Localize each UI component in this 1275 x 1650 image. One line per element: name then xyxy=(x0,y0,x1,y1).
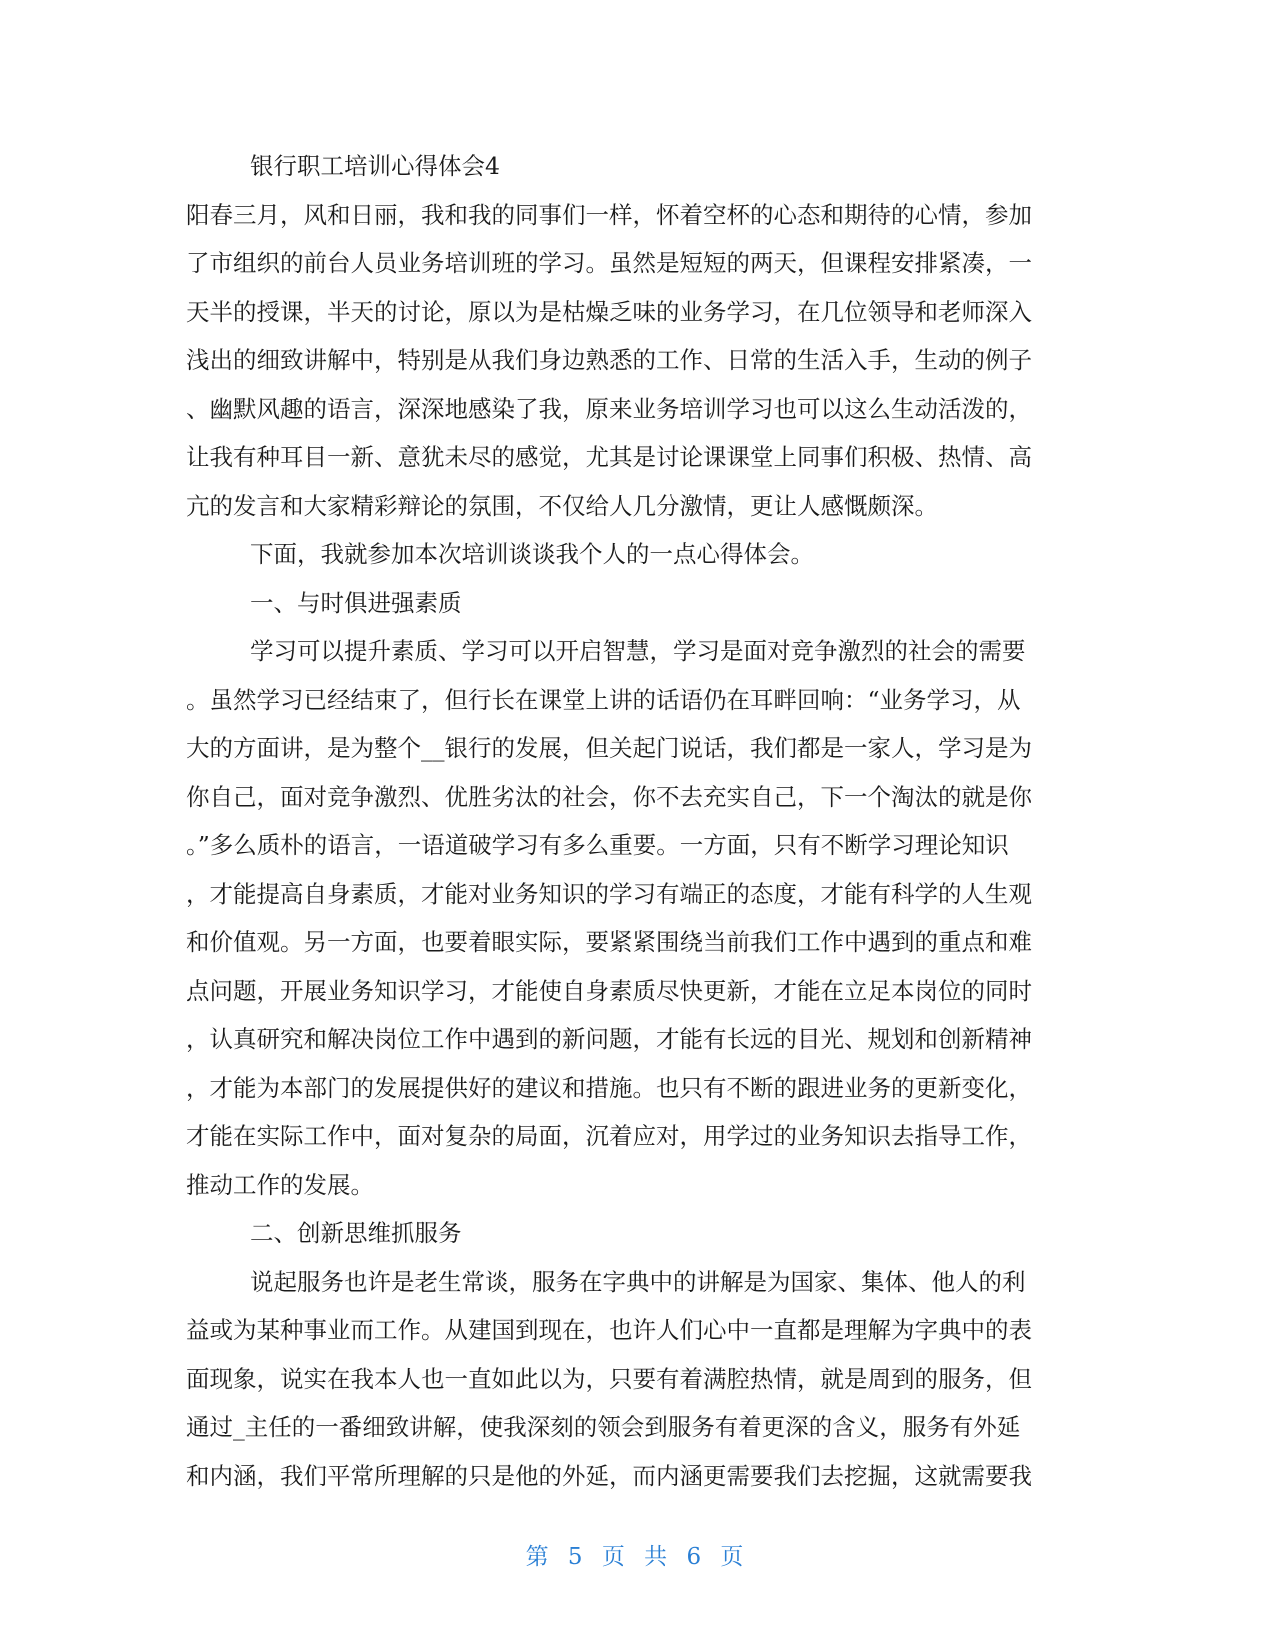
text-line: 。虽然学习已经结束了，但行长在课堂上讲的话语仍在耳畔回响：“业务学习，从 xyxy=(186,685,1021,714)
text-line: 通过_主任的一番细致讲解，使我深刻的领会到服务有着更深的含义，服务有外延 xyxy=(186,1413,1021,1441)
text-line: 推动工作的发展。 xyxy=(186,1170,374,1199)
text-line: 学习可以提升素质、学习可以开启智慧，学习是面对竞争激烈的社会的需要 xyxy=(250,637,1026,665)
text-line: 浅出的细致讲解中，特别是从我们身边熟悉的工作、日常的生活入手，生动的例子 xyxy=(186,346,1032,374)
text-line: 下面，我就参加本次培训谈谈我个人的一点心得体会。 xyxy=(250,540,814,568)
document-title: 银行职工培训心得体会4 xyxy=(250,152,500,180)
text-line: 益或为某种事业而工作。从建国到现在，也许人们心中一直都是理解为字典中的表 xyxy=(186,1316,1032,1344)
document-body xyxy=(186,142,1090,1500)
text-line: 亢的发言和大家精彩辩论的氛围，不仅给人几分激情，更让人感慨颇深。 xyxy=(186,491,938,520)
text-line: 大的方面讲，是为整个__银行的发展，但关起门说话，我们都是一家人，学习是为 xyxy=(186,734,1032,762)
text-line: 二、创新思维抓服务 xyxy=(250,1219,462,1247)
text-line: 阳春三月，风和日丽，我和我的同事们一样，怀着空杯的心态和期待的心情，参加 xyxy=(186,200,1032,229)
text-line: 才能在实际工作中，面对复杂的局面，沉着应对，用学过的业务知识去指导工作， xyxy=(186,1122,1032,1150)
text-line: 面现象，说实在我本人也一直如此以为，只要有着满腔热情，就是周到的服务，但 xyxy=(186,1364,1032,1393)
text-line: 让我有种耳目一新、意犹未尽的感觉，尤其是讨论课课堂上同事们积极、热情、高 xyxy=(186,443,1032,471)
text-line: 点问题，开展业务知识学习，才能使自身素质尽快更新，才能在立足本岗位的同时 xyxy=(186,976,1032,1005)
paragraph-lines xyxy=(186,191,1090,1501)
text-line: 和内涵，我们平常所理解的只是他的外延，而内涵更需要我们去挖掘，这就需要我 xyxy=(186,1461,1032,1490)
page-number-footer: 第 5 页 共 6 页 xyxy=(525,1544,750,1570)
text-line: ，才能为本部门的发展提供好的建议和措施。也只有不断的跟进业务的更新变化， xyxy=(186,1073,1032,1102)
text-line: 你自己，面对竞争激烈、优胜劣汰的社会，你不去充实自己，下一个淘汰的就是你 xyxy=(186,782,1032,811)
text-line: ，认真研究和解决岗位工作中遇到的新问题，才能有长远的目光、规划和创新精神 xyxy=(186,1025,1032,1053)
text-line: 了市组织的前台人员业务培训班的学习。虽然是短短的两天，但课程安排紧凑，一 xyxy=(186,249,1032,277)
text-line: 说起服务也许是老生常谈，服务在字典中的讲解是为国家、集体、他人的利 xyxy=(250,1267,1026,1296)
text-line: ，才能提高自身素质，才能对业务知识的学习有端正的态度，才能有科学的人生观 xyxy=(186,879,1032,908)
text-line: 。”多么质朴的语言，一语道破学习有多么重要。一方面，只有不断学习理论知识 xyxy=(186,831,1009,859)
text-line: 、幽默风趣的语言，深深地感染了我，原来业务培训学习也可以这么生动活泼的， xyxy=(186,394,1032,423)
text-line: 和价值观。另一方面，也要着眼实际，要紧紧围绕当前我们工作中遇到的重点和难 xyxy=(186,928,1032,956)
text-line: 一、与时俱进强素质 xyxy=(250,588,462,617)
text-line: 天半的授课，半天的讨论，原以为是枯燥乏味的业务学习，在几位领导和老师深入 xyxy=(186,297,1032,326)
